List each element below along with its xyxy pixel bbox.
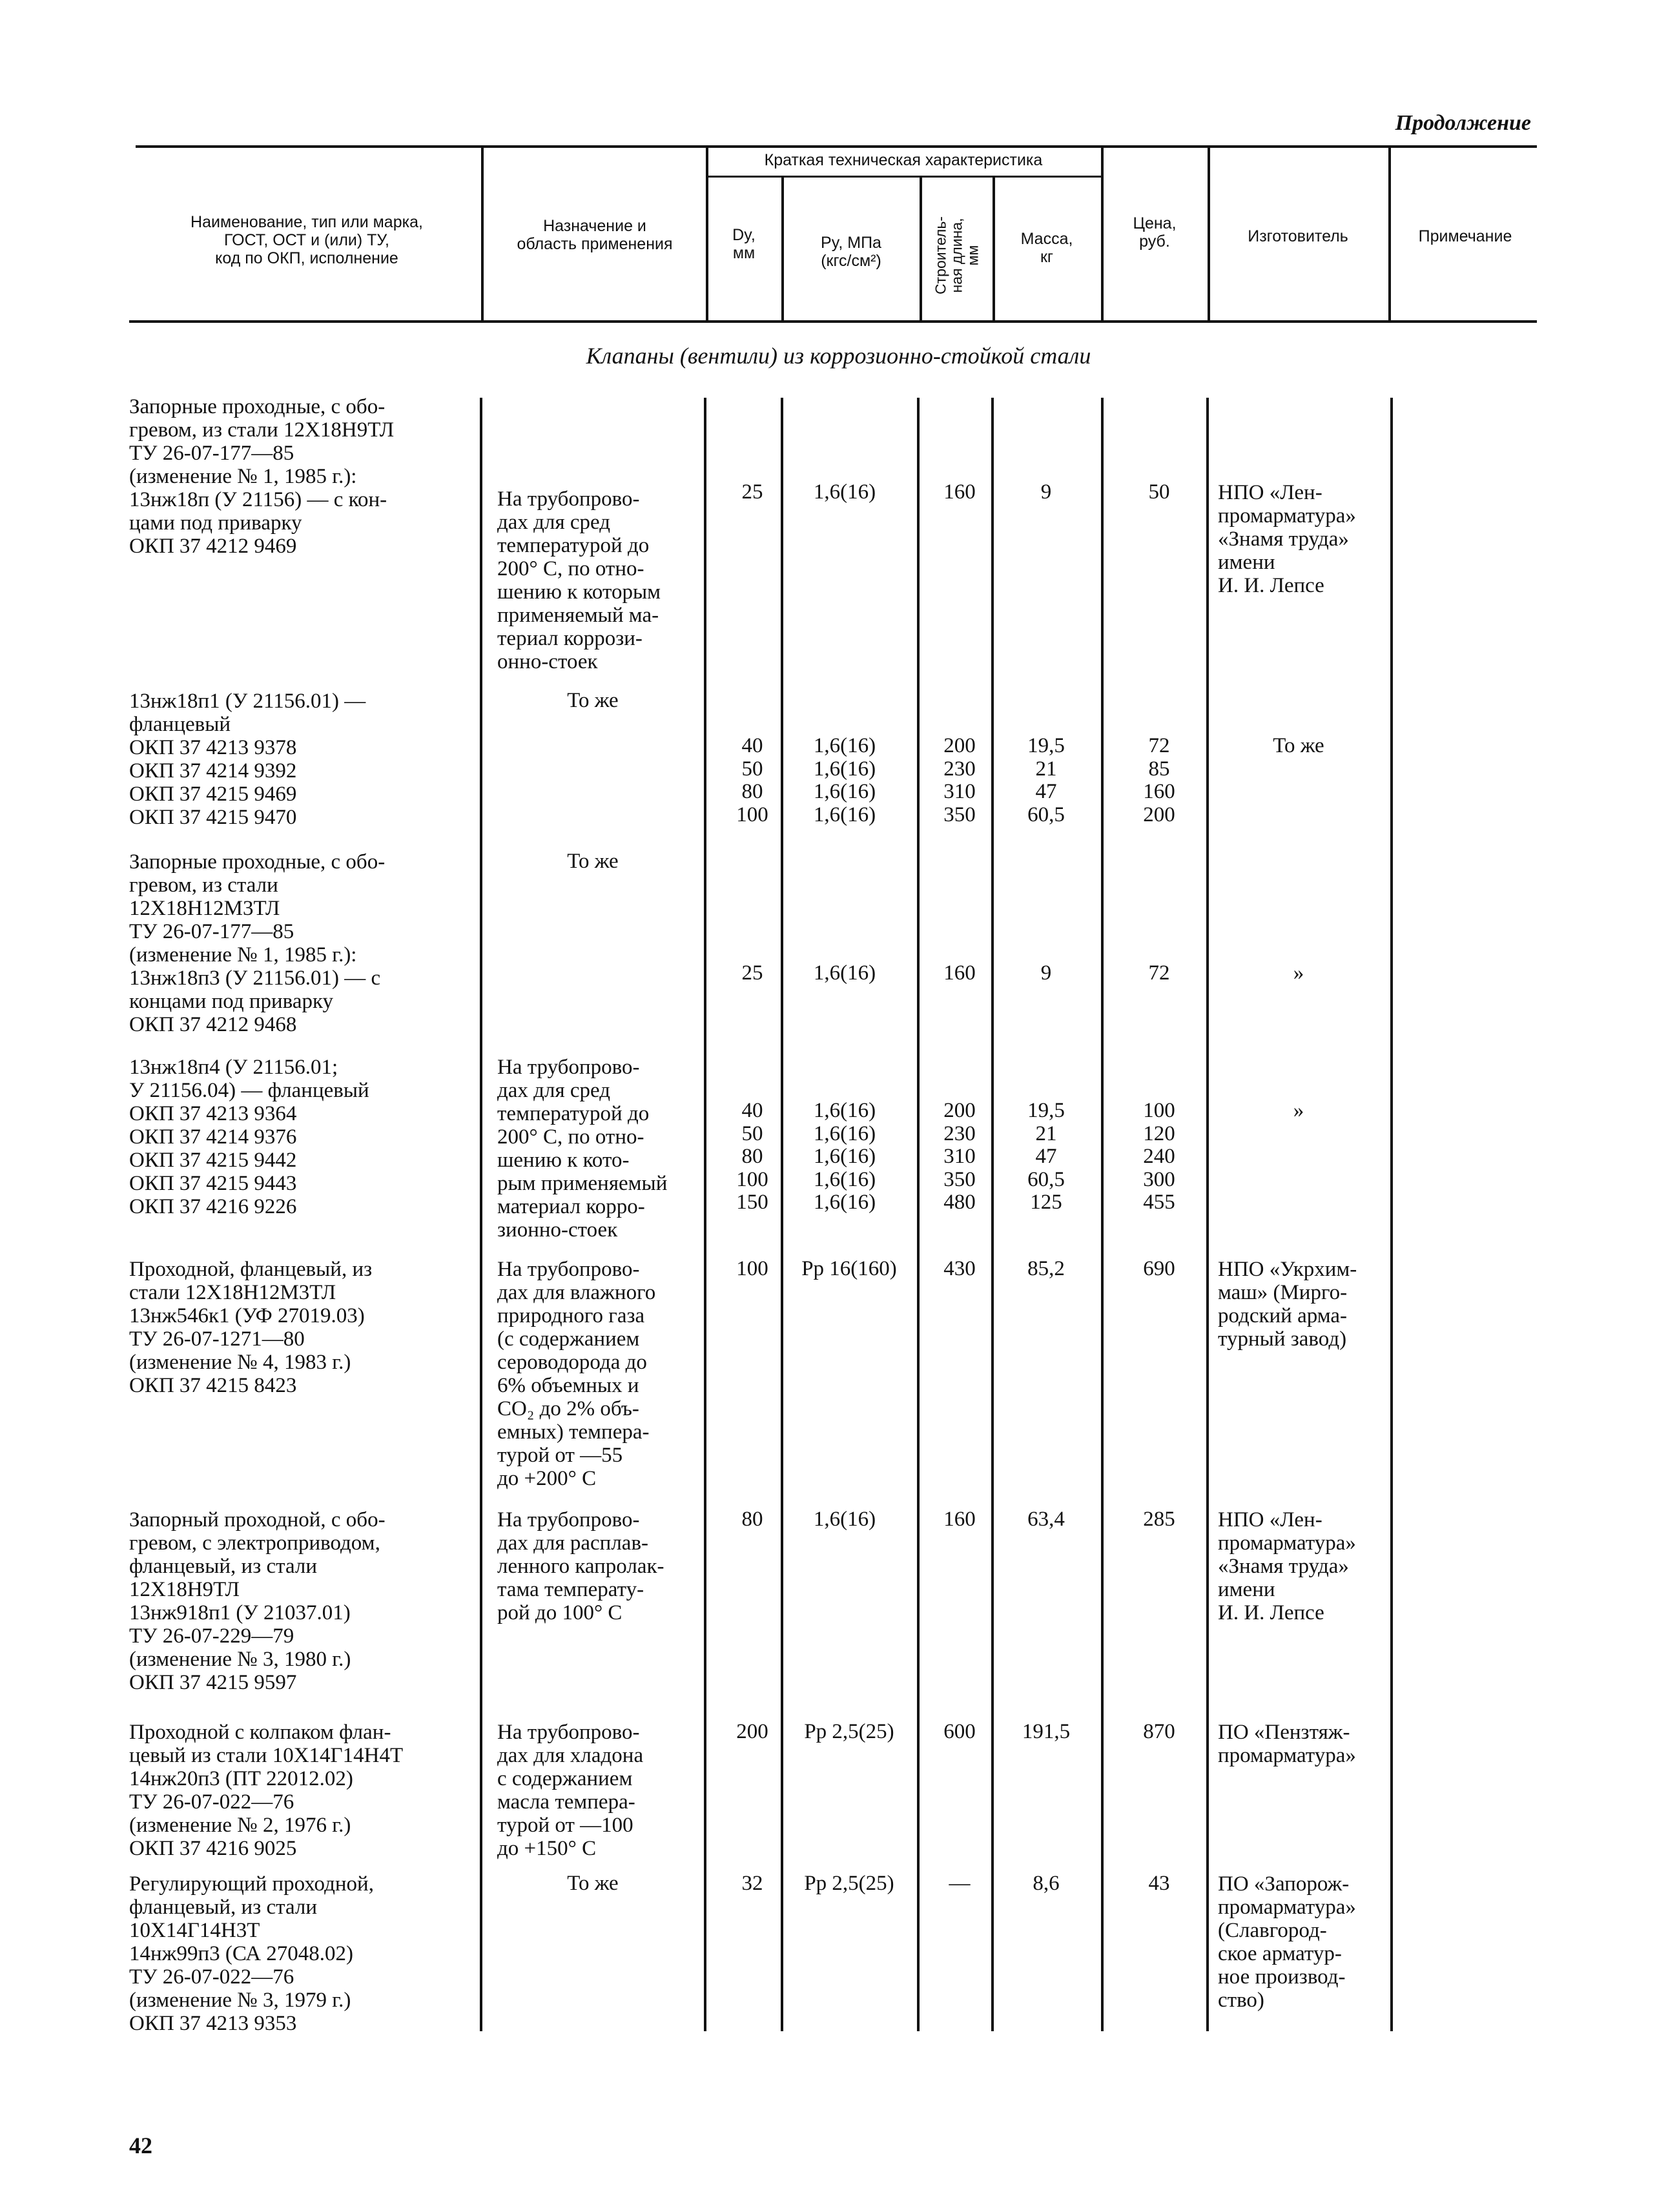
item-price: 72 [1148, 961, 1170, 985]
item-length: 160 [943, 480, 976, 504]
item-purpose: На трубопрово- дах для хладона с содержанием масла темпера- турой от —100 до +150° С [497, 1721, 644, 1860]
item-name: Регулирующий проходной, фланцевый, из стали 10Х14Г14Н3Т 14нж99п3 (СА 27048.02) ТУ 26-07-022—76 (изменение № 3, 1979 г.) ОКП 37 4213 9353 [129, 1872, 374, 2035]
header-name: Наименование, тип или марка, ГОСТ, ОСТ и (или) ТУ, код по ОКП, исполнение [190, 213, 423, 267]
item-py: 1,6(16) [813, 961, 876, 985]
header-top-rule [136, 145, 1537, 148]
item-purpose: То же [567, 1872, 619, 1895]
item-maker: НПО «Лен- промарматура» «Знамя труда» имени И. И. Лепсе [1218, 1508, 1356, 1624]
page-number: 42 [129, 2133, 152, 2158]
item-price: 100 120 240 300 455 [1143, 1099, 1175, 1214]
body-divider [1101, 398, 1104, 2031]
item-price: 72 85 160 200 [1143, 734, 1175, 826]
item-py: Pр 2,5(25) [804, 1720, 894, 1743]
item-mass: 8,6 [1033, 1872, 1060, 1895]
item-dy: 25 [741, 961, 763, 985]
header-dy: Dy, мм [732, 226, 756, 262]
item-dy: 25 [741, 480, 763, 504]
body-divider [1206, 398, 1209, 2031]
item-name: 13нж18п1 (У 21156.01) — фланцевый ОКП 37 4213 9378 ОКП 37 4214 9392 ОКП 37 4215 9469 ОКП 37 4215 9470 [129, 690, 366, 829]
item-length: — [949, 1872, 971, 1895]
item-py: 1,6(16) [813, 1508, 876, 1531]
section-title: Клапаны (вентили) из коррозионно-стойкой стали [586, 343, 1091, 369]
item-purpose: На трубопрово- дах для сред температурой до 200° С, по отно- шению к которым применяемый ма- териал коррози- онно-стоек [497, 487, 661, 673]
continuation-label: Продолжение [1395, 111, 1531, 135]
item-dy: 40 50 80 100 [736, 734, 768, 826]
item-purpose: На трубопрово- дах для сред температурой до 200° С, по отно- шению к кото- рым применяемый материал корро- зионно-стоек [497, 1056, 668, 1242]
item-price: 870 [1143, 1720, 1175, 1743]
item-purpose: То же [567, 850, 619, 873]
item-name: Запорный проходной, с обо- гревом, с электроприводом, фланцевый, из стали 12Х18Н9ТЛ 13нж918п1 (У 21037.01) ТУ 26-07-229—79 (изменение № 3, 1980 г.) ОКП 37 4215 9597 [129, 1508, 386, 1694]
item-dy: 80 [741, 1508, 763, 1531]
header-py: Py, МПа (кгс/см²) [821, 234, 881, 270]
item-dy: 100 [736, 1257, 768, 1280]
item-maker: ПО «Запорож- промарматура» (Славгород- ское арматур- ное производ- ство) [1218, 1872, 1356, 2012]
item-py: Pр 2,5(25) [804, 1872, 894, 1895]
header-mass: Масса, кг [1020, 230, 1073, 266]
item-mass: 9 [1040, 961, 1052, 985]
item-maker: ПО «Пензтяж- промарматура» [1218, 1721, 1356, 1767]
item-price: 50 [1148, 480, 1170, 504]
item-mass: 19,5 21 47 60,5 [1027, 734, 1065, 826]
item-name: Проходной, фланцевый, из стали 12Х18Н12М3ТЛ 13нж546к1 (УФ 27019.03) ТУ 26-07-1271—80 (изменение № 4, 1983 г.) ОКП 37 4215 8423 [129, 1258, 373, 1397]
header-divider [920, 177, 922, 320]
item-mass: 85,2 [1027, 1257, 1065, 1280]
item-dy: 32 [741, 1872, 763, 1895]
header-divider [481, 147, 484, 320]
item-length: 200 230 310 350 480 [943, 1099, 976, 1214]
header-length: Строитель- ная длина, мм [932, 216, 982, 294]
item-dy: 200 [736, 1720, 768, 1743]
body-divider [781, 398, 783, 2031]
item-mass: 9 [1040, 480, 1052, 504]
item-price: 690 [1143, 1257, 1175, 1280]
item-length: 200 230 310 350 [943, 734, 976, 826]
header-group-rule [706, 176, 1101, 178]
item-length: 430 [943, 1257, 976, 1280]
item-price: 285 [1143, 1508, 1175, 1531]
item-maker: НПО «Лен- промарматура» «Знамя труда» имени И. И. Лепсе [1218, 481, 1356, 597]
item-length: 160 [943, 961, 976, 985]
body-divider [480, 398, 482, 2031]
item-purpose: На трубопрово- дах для расплав- ленного капролак- тама температу- рой до 100° С [497, 1508, 664, 1624]
item-name: Запорные проходные, с обо- гревом, из стали 12Х18Н9ТЛ ТУ 26-07-177—85 (изменение № 1, 1985 г.): 13нж18п (У 21156) — с кон- цами под приварку ОКП 37 4212 9469 [129, 395, 395, 558]
body-divider [917, 398, 920, 2031]
item-mass: 19,5 21 47 60,5 125 [1027, 1099, 1065, 1214]
item-purpose: На трубопрово- дах для влажного природного газа (с содержанием сероводорода до 6% объемных и CO₂ до 2% объ- емных) темпера- турой от —55 до +200° С [497, 1258, 656, 1490]
item-name: 13нж18п4 (У 21156.01; У 21156.04) — фланцевый ОКП 37 4213 9364 ОКП 37 4214 9376 ОКП 37 4215 9442 ОКП 37 4215 9443 ОКП 37 4216 9226 [129, 1056, 369, 1218]
item-name: Проходной с колпаком флан- цевый из стали 10Х14Г14Н4Т 14нж20п3 (ПТ 22012.02) ТУ 26-07-022—76 (изменение № 2, 1976 г.) ОКП 37 4216 9025 [129, 1721, 404, 1860]
body-divider [1390, 398, 1393, 2031]
item-name: Запорные проходные, с обо- гревом, из стали 12Х18Н12М3ТЛ ТУ 26-07-177—85 (изменение № 1, 1985 г.): 13нж18п3 (У 21156.01) — с концами под приварку ОКП 37 4212 9468 [129, 850, 386, 1036]
item-py: 1,6(16) [813, 480, 876, 504]
item-maker: То же [1273, 734, 1324, 757]
header-price: Цена, руб. [1133, 214, 1177, 251]
item-dy: 40 50 80 100 150 [736, 1099, 768, 1214]
item-mass: 191,5 [1022, 1720, 1071, 1743]
item-maker: » [1293, 961, 1304, 985]
header-maker: Изготовитель [1248, 227, 1348, 245]
item-length: 160 [943, 1508, 976, 1531]
item-py: 1,6(16) 1,6(16) 1,6(16) 1,6(16) 1,6(16) [813, 1099, 876, 1214]
item-py: Pр 16(160) [801, 1257, 897, 1280]
item-maker: НПО «Укрхим- маш» (Мирго- родский арма- турный завод) [1218, 1258, 1357, 1351]
header-purpose: Назначение и область применения [517, 217, 673, 253]
item-mass: 63,4 [1027, 1508, 1065, 1531]
header-bottom-rule [129, 320, 1537, 323]
item-price: 43 [1148, 1872, 1170, 1895]
item-purpose: То же [567, 689, 619, 712]
item-length: 600 [943, 1720, 976, 1743]
item-py: 1,6(16) 1,6(16) 1,6(16) 1,6(16) [813, 734, 876, 826]
item-maker: » [1293, 1099, 1304, 1122]
header-tech-group: Краткая техническая характеристика [764, 151, 1043, 169]
body-divider [991, 398, 994, 2031]
header-note: Примечание [1418, 227, 1512, 245]
body-divider [704, 398, 706, 2031]
